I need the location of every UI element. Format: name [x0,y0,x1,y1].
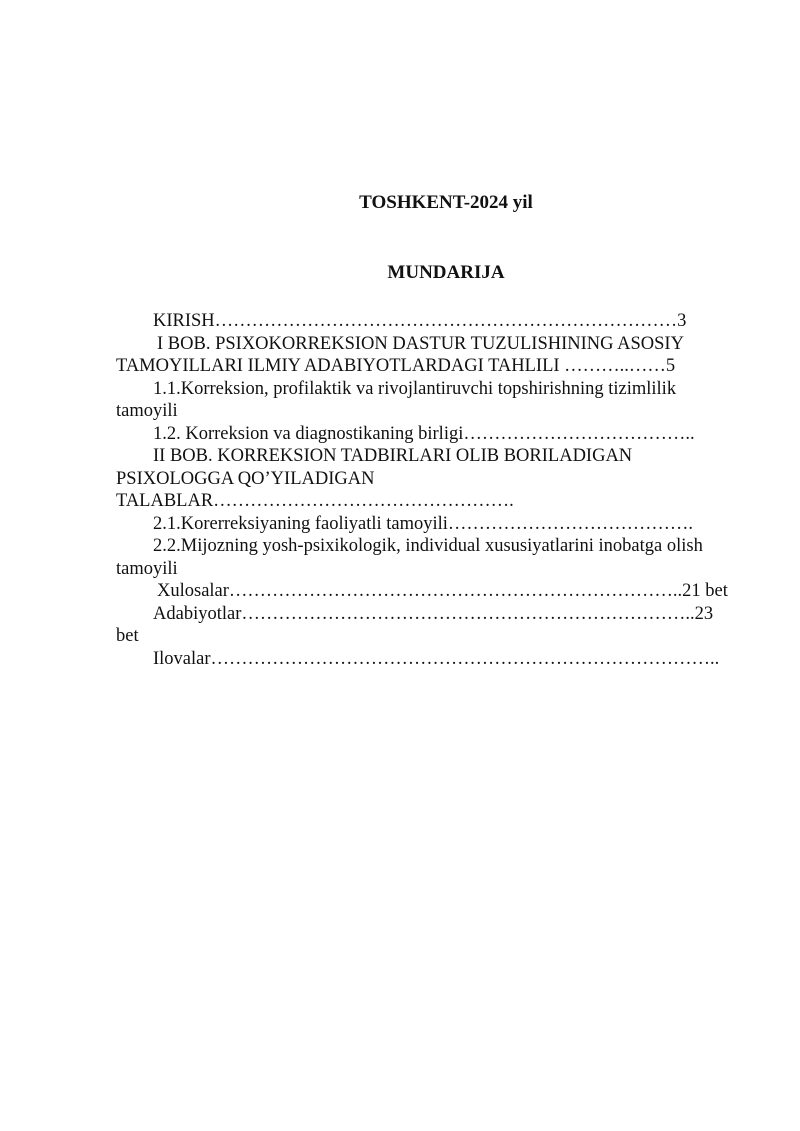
toc-entry-chapter-2: II BOB. KORREKSION TADBIRLARI OLIB BORILADIGAN [153,446,633,466]
city-year-heading: TOSHKENT-2024 yil [359,192,533,213]
toc-entry-section-1-1-cont: tamoyili [116,401,178,421]
toc-entry-kirish: KIRISH…………………………………………………………………3 [153,311,687,331]
toc-entry-chapter-1-cont: TAMOYILLARI ILMIY ADABIYOTLARDAGI TAHLILI ………..……5 [116,356,676,376]
toc-entry-section-2-2-cont: tamoyili [116,558,178,579]
toc-entry-section-2-2: 2.2.Mijozning yosh-psixikologik, individual xususiyatlarini inobatga olish [153,536,703,556]
toc-entry-section-1-2: 1.2. Korreksion va diagnostikaning birligi……………………………….. [153,423,695,444]
toc-entry-chapter-1: I BOB. PSIXOKORREKSION DASTUR TUZULISHINING ASOSIY [157,333,684,354]
toc-entry-xulosalar: Xulosalar………………………………………………………………..21 bet [157,581,728,601]
toc-entry-adabiyotlar-cont: bet [116,626,139,646]
toc-entry-chapter-2-cont2: TALABLAR…………………………………………. [116,491,514,511]
toc-entry-section-2-1: 2.1.Korerreksiyaning faoliyatli tamoyili…………………………………. [153,513,694,534]
toc-entry-ilovalar: Ilovalar……………………………………………………………………….. [153,648,720,669]
toc-entry-chapter-2-cont: PSIXOLOGGA QO’YILADIGAN [116,468,375,489]
toc-title: MUNDARIJA [387,262,505,283]
toc-entry-section-1-1: 1.1.Korreksion, profilaktik va rivojlantiruvchi topshirishning tizimlilik [153,378,677,399]
table-of-contents [116,310,746,670]
toc-entry-adabiyotlar: Adabiyotlar………………………………………………………………..23 [153,603,714,624]
